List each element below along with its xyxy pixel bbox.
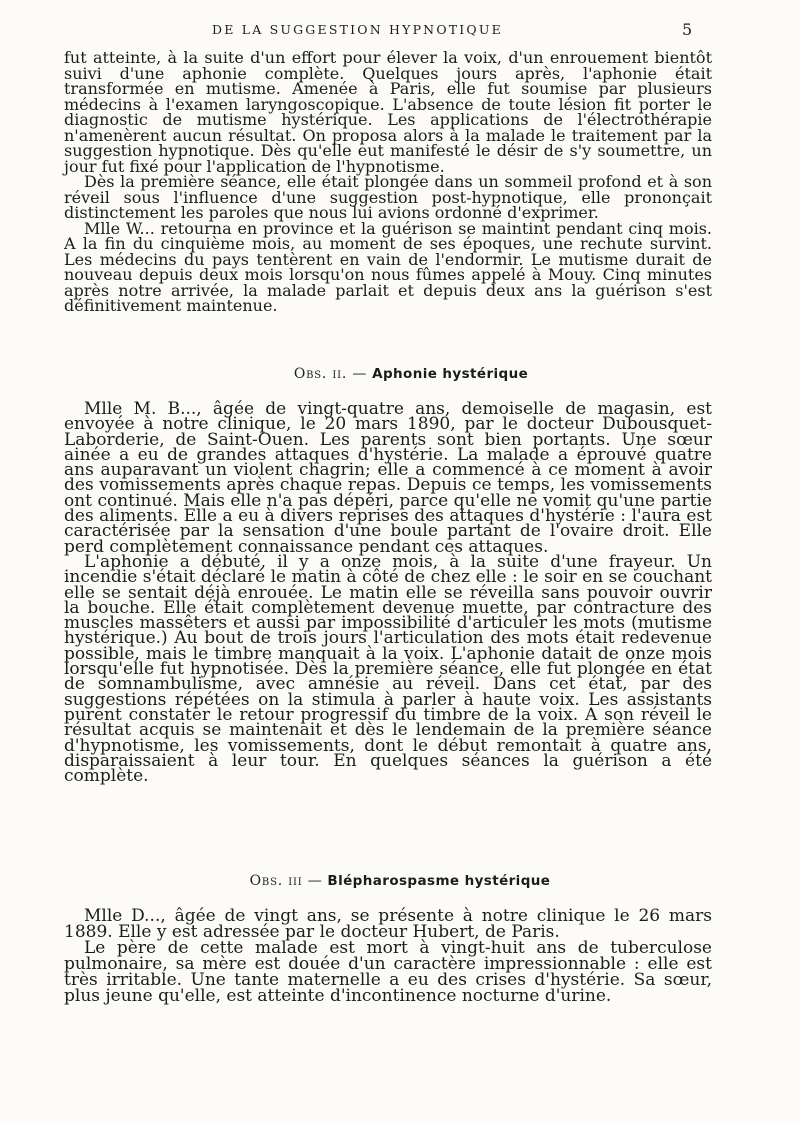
page-number: 5: [682, 20, 693, 39]
paragraph: Mlle M. B..., âgée de vingt-quatre ans, demoiselle de magasin, est envoyée à notre clinique, le 20 mars 1890, par le docteur Dubousquet-Laborderie, de Saint-Ouen. Les parents sont bien portants. Une sœur ainée a eu de grandes attaques d'hystérie. La malade a éprouvé quatre ans auparavant un violent chagrin; elle a commencé à ce moment à avoir des vomissements après chaque repas. Depuis ce temps, les vomissements ont continué. Mais elle n'a pas dépéri, parce qu'elle ne vomit qu'une partie des aliments. Elle a eu à divers reprises des attaques d'hystérie : l'aura est caractérisée par la sensation d'une boule partant de l'ovaire droit. Elle perd complètement connaissance pendant ces attaques.: [64, 399, 712, 557]
observation-label: Obs. ii. —: [293, 366, 368, 382]
paragraph: fut atteinte, à la suite d'un effort pour élever la voix, d'un enrouement bientôt suivi d'une aphonie complète. Quelques jours après, l'aphonie était transformée en mutisme. Amenée à Paris, elle fut soumise par plusieurs médecins à l'examen laryngoscopique. L'absence de toute lésion fit porter le diagnostic de mutisme hystérique. Les applications de l'électrothérapie n'amenèrent aucun résultat. On proposa alors à la malade le traitement par la suggestion hypnotique. Dès qu'elle eut manifesté le désir de s'y soumettre, un jour fut fixé pour l'application de l'hypnotisme.: [64, 48, 712, 176]
observation-2-heading: [0, 366, 800, 382]
observation-3-heading: [0, 873, 800, 889]
paragraph: Mlle W... retourna en province et la guérison se maintint pendant cinq mois. A la fin du cinquième mois, au moment de ses époques, une rechute survint. Les médecins du pays tentèrent en vain de l'endormir. Le mutisme durait de nouveau depuis deux mois lorsqu'on nous fûmes appelé à Mouy. Cinq minutes après notre arrivée, la malade parlait et depuis deux ans la guérison s'est définitivement maintenue.: [64, 218, 712, 315]
observation-2-body: [64, 399, 712, 787]
paragraph: Le père de cette malade est mort à vingt-huit ans de tuberculose pulmonaire, sa mère est douée d'un caractère impressionnable : elle est très irritable. Une tante maternelle a eu des crises d'hystérie. Sa sœur, plus jeune qu'elle, est atteinte d'incontinence nocturne d'urine.: [64, 938, 712, 1006]
observation-title: Aphonie hystérique: [372, 366, 529, 382]
paragraph: L'aphonie a débuté, il y a onze mois, à la suite d'une frayeur. Un incendie s'était déclaré le matin à côté de chez elle : le soir en se couchant elle se sentait déjà enrouée. Le matin elle se réveilla sans pouvoir ouvrir la bouche. Elle était complètement devenue muette, par contracture des muscles massêters et aussi par impossibilité d'articuler les mots (mutisme hystérique.) Au bout de trois jours l'articulation des mots était redevenue possible, mais le timbre manquait à la voix. L'aphonie datait de onze mois lorsqu'elle fut hypnotisée. Dès la première séance, elle fut plongée en état de somnambulisme, avec amnésie au réveil. Dans cet état, par des suggestions répétées on la stimula à parler à haute voix. Les assistants purent constater le retour progressif du timbre de la voix. A son réveil le résultat acquis se maintenait et dès le lendemain de la première séance d'hypnotisme, les vomissements, dont le début remontait à quatre ans, disparaissaient à leur tour. En quelques séances la guérison a été complète.: [64, 551, 712, 787]
running-title: DE LA SUGGESTION HYPNOTIQUE: [212, 22, 503, 37]
running-head: [0, 22, 800, 42]
paragraph: Dès la première séance, elle était plongée dans un sommeil profond et à son réveil sous l'influence d'une suggestion post-hypnotique, elle prononçait distinctement les paroles que nous lui avions ordonné d'exprimer.: [64, 172, 712, 222]
observation-3-body: [64, 908, 712, 1004]
section-continuation: [64, 50, 712, 314]
observation-title: Blépharospasme hystérique: [327, 873, 551, 889]
observation-label: Obs. iii —: [249, 873, 323, 889]
paragraph: Mlle D..., âgée de vingt ans, se présente à notre clinique le 26 mars 1889. Elle y est adressée par le docteur Hubert, de Paris.: [64, 906, 712, 942]
